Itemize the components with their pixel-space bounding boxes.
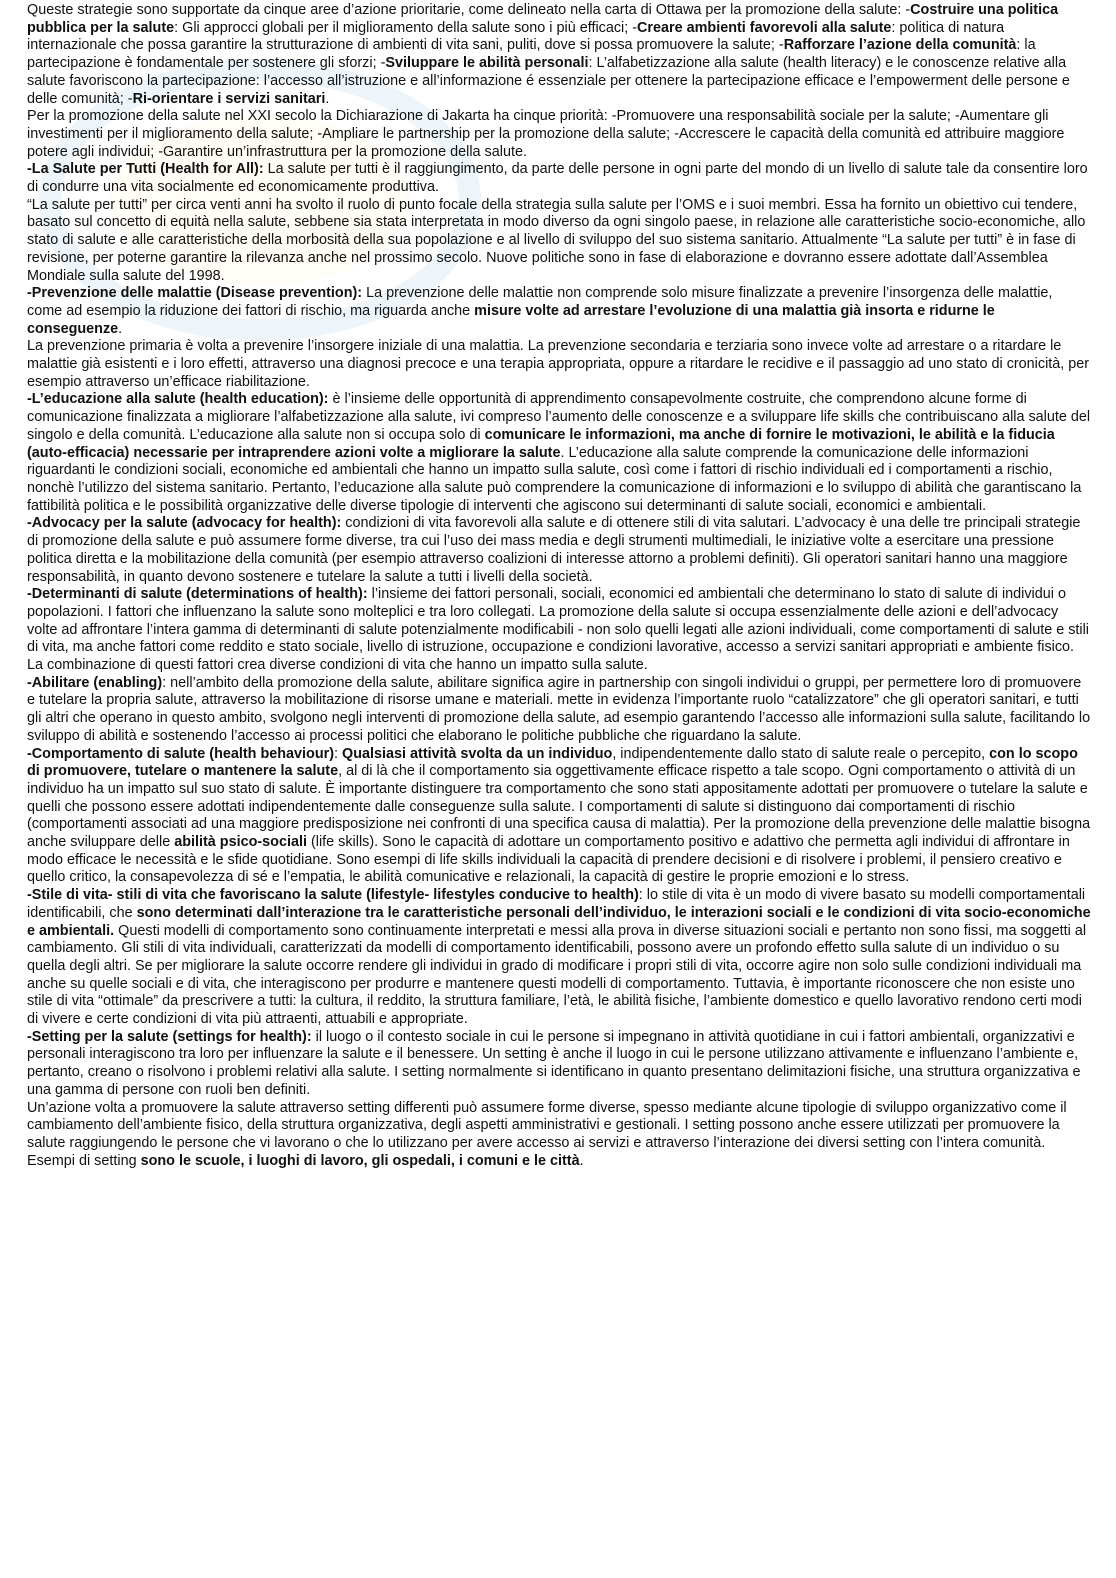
body-text: Un’azione volta a promuovere la salute attraverso setting differenti può assumere forme diverse, spesso mediante alcune tipologie di sviluppo organizzativo come il cambiamento dell’ambiente fisico, della struttura organizzativa, degli aspetti amministrativi e gestionali. I setting possono anche essere utilizzati per promuovere la salute raggiungendo le persone che vi lavorano o che lo utilizzano per avere accesso ai servizi e attraverso l’interazione dei diversi setting con l’intera comunità. Esempi di setting xyxy=(27,1099,1067,1169)
bold-text: -Abilitare (enabling) xyxy=(27,674,163,691)
bold-text: Qualsiasi attività svolta da un individuo xyxy=(342,745,613,762)
paragraph xyxy=(27,746,1091,888)
body-text: La prevenzione delle malattie non comprende solo misure finalizzate a prevenire l’insorgenza delle malattie, come ad esempio la riduzione dei fattori di rischio, ma riguarda anche xyxy=(27,285,1053,319)
bold-text: -La Salute per Tutti (Health for All): xyxy=(27,161,264,178)
body-text: l’insieme dei fattori personali, sociali, economici ed ambientali che determinano lo stato di salute di individui o popolazioni. I fattori che influenzano la salute sono molteplici e tra loro collegati. La promozione della salute si occupa essenzialmente delle azioni e dell’advocacy volte ad affrontare l’intera gamma di determinanti di salute potenzialmente modificabili - non solo quelli legati alle azioni individuali, come comportamenti di salute e stili di vita, ma anche fattori come reddito e stato sociale, livello di istruzione, occupazione e condizioni lavorative, accesso a servizi sanitari appropriati e ambiente fisico. La combinazione di questi fattori crea diverse condizioni di vita che hanno un impatto sulla salute. xyxy=(27,586,1090,674)
bold-text: abilità psico-sociali xyxy=(174,834,307,851)
body-text: : la partecipazione è fondamentale per sostenere gli sforzi; - xyxy=(27,37,1036,72)
body-text: : L’alfabetizzazione alla salute (health literacy) e le conoscenze relative alla salute favoriscono la partecipazione: l’accesso all’istruzione e all’informazione é essenziale per ottenere la partecipazione efficace e l’empowerment delle persone e delle comunità; - xyxy=(27,55,1070,107)
body-text: : nell’ambito della promozione della salute, abilitare significa agire in partnership con singoli individui o gruppi, per permettere loro di promuovere e tutelare la propria salute, attraverso la mobilitazione di risorse umane e materiali. mette in evidenza l’importante ruolo “catalizzatore” che gli operatori sanitari, e tutti gli altri che operano in questo ambito, svolgono negli interventi di promozione della salute, ad esempio garantendo l’accesso alle informazioni sulla salute, facilitando lo sviluppo di abilità e sostenendo l’accesso ai processi politici che elaborano le politiche pubbliche che riguardano la salute. xyxy=(27,674,1091,744)
body-text: : lo stile di vita è un modo di vivere basato su modelli comportamentali identificabili, che xyxy=(27,887,1086,921)
body-text: . xyxy=(579,1152,584,1169)
paragraph xyxy=(27,1029,1091,1100)
bold-text: -Comportamento di salute (health behaviour) xyxy=(27,745,335,762)
bold-text: -Determinanti di salute (determinations of health): xyxy=(27,586,368,603)
body-text: . L’educazione alla salute comprende la comunicazione delle informazioni riguardanti le condizioni sociali, economiche ed ambientali che hanno un impatto sulla salute, così come i fattori di rischio individuali ed i comportamenti a rischio, nonchè l’utilizzo del sistema sanitario. Pertanto, l’educazione alla salute può comprendere la comunicazione di informazioni e lo sviluppo di abilità che garantiscano la fattibilità politica e le possibilità organizzative delle diverse tipologie di interventi che agiscono sui determinanti di salute sociali, economici e ambientali. xyxy=(27,444,1082,514)
bold-text: -Prevenzione delle malattie (Disease prevention): xyxy=(27,285,363,302)
bold-text: Rafforzare l’azione della comunità xyxy=(783,37,1017,54)
paragraph xyxy=(27,515,1091,586)
bold-text: misure volte ad arrestare l’evoluzione di una malattia già insorta e ridurne le conseguenze xyxy=(27,302,995,337)
paragraph xyxy=(27,108,1091,161)
paragraph xyxy=(27,1100,1091,1171)
bold-text: Creare ambienti favorevoli alla salute xyxy=(637,19,892,36)
body-text: è l’insieme delle opportunità di apprendimento consapevolmente costruite, che comprendono alcune forme di comunicazione finalizzata a migliorare l’alfabetizzazione alla salute, ivi compreso l’aumento delle conoscenze e a sviluppare life skills che contribuiscano alla salute del singolo e della comunità. L’educazione alla salute non si occupa solo di xyxy=(27,391,1091,443)
body-text: , indipendentemente dallo stato di salute reale o percepito, xyxy=(612,745,990,762)
body-text: Queste strategie sono supportate da cinque aree d’azione prioritarie, come delineato nella carta di Ottawa per la promozione della salute: - xyxy=(27,2,911,18)
bold-text: -Advocacy per la salute (advocacy for health): xyxy=(27,515,342,532)
paragraph xyxy=(27,285,1091,338)
body-text: . xyxy=(325,90,330,107)
bold-text: Ri-orientare i servizi sanitari xyxy=(132,90,326,107)
body-text: . xyxy=(118,320,123,337)
body-text: Per la promozione della salute nel XXI secolo la Dichiarazione di Jakarta ha cinque priorità: -Promuovere una responsabilità sociale per la salute; -Aumentare gli investimenti per il miglioramento della salute; -Ampliare le partnership per la promozione della salute; -Accrescere le capacità della comunità ed attribuire maggiore potere agli individui; -Garantire un’infrastruttura per la promozione della salute. xyxy=(27,108,1065,160)
paragraph xyxy=(27,586,1091,675)
body-text: “La salute per tutti” per circa venti anni ha svolto il ruolo di punto focale della strategia sulla salute per l’OMS e i suoi membri. Essa ha fornito un obiettivo cui tendere, basato sul concetto di equità nella salute, sebbene sia stata interpretata in modo diverso da ogni singolo paese, in relazione alle caratteristiche socio-economiche, allo stato di salute e alle caratteristiche della morbosità della sua popolazione e al livello di sviluppo del suo sistema sanitario. Attualmente “La salute per tutti” è in fase di revisione, per poterne garantire la rilevanza anche nel prossimo secolo. Nuove politiche sono in fase di elaborazione e dovranno essere adottate dall’Assemblea Mondiale sulla salute del 1998. xyxy=(27,196,1086,284)
body-text: (life skills). Sono le capacità di adottare un comportamento positivo e adattivo che permetta agli individui di affrontare in modo efficace le necessità e le sfide quotidiane. Sono esempi di life skills individuali la capacità di prendere decisioni e di risolvere i problemi, il pensiero creativo e quello critico, la consapevolezza di sé e l’empatia, le abilità comunicative e relazionali, la capacità di gestire le proprie emozioni e lo stress. xyxy=(27,834,1070,886)
bold-text: -L’educazione alla salute (health education): xyxy=(27,391,329,408)
body-text: La salute per tutti è il raggiungimento, da parte delle persone in ogni parte del mondo di un livello di salute tale da consentire loro di condurre una vita socialmente ed economicamente produttiva. xyxy=(27,161,1088,196)
paragraph xyxy=(27,2,1091,108)
bold-text: Sviluppare le abilità personali xyxy=(385,55,589,72)
paragraph xyxy=(27,197,1091,286)
paragraph xyxy=(27,338,1091,391)
paragraph xyxy=(27,391,1091,515)
bold-text: sono le scuole, i luoghi di lavoro, gli ospedali, i comuni e le città xyxy=(140,1152,580,1169)
bold-text: con lo scopo di promuovere, tutelare o mantenere la salute xyxy=(27,745,1078,780)
bold-text: comunicare le informazioni, ma anche di fornire le motivazioni, le abilità e la fiducia (auto-efficacia) necessarie per intraprendere azioni volte a migliorare la salute xyxy=(27,426,1055,461)
bold-text: Costruire una politica pubblica per la salute xyxy=(27,2,1059,36)
body-text: : Gli approcci globali per il miglioramento della salute sono i più efficaci; - xyxy=(174,19,638,36)
document-body xyxy=(27,2,1091,1170)
body-text: il luogo o il contesto sociale in cui le persone si impegnano in attività quotidiane in cui i fattori ambientali, organizzativi e personali interagiscono tra loro per influenzare la salute e il benessere. Un setting è anche il luogo in cui le persone utilizzano attivamente e influenzano l’ambiente e, pertanto, creano o risolvono i problemi relativi alla salute. I setting normalmente si identificano in quanto presentano delimitazioni fisiche, una struttura organizzativa e una gamma di persone con ruoli ben definiti. xyxy=(27,1028,1081,1098)
body-text: : xyxy=(334,745,343,762)
bold-text: -Stile di vita- stili di vita che favoriscano la salute (lifestyle- lifestyles conducive to health) xyxy=(27,887,639,904)
paragraph xyxy=(27,887,1091,1029)
body-text: , al di là che il comportamento sia oggettivamente efficace rispetto a tale scopo. Ogni comportamento o attività di un individuo ha un impatto sul suo stato di salute. È importante distinguere tra comportamento che sono stati appositamente adottati per promuovere o tutelare la salute e quelli che possono essere adottati indipendentemente dalle conseguenze sulla salute. I comportamenti di salute si distinguono dai comportamenti di rischio (comportamenti associati ad una maggiore predisposizione nei confronti di una specifica causa di malattia). Per la promozione della prevenzione delle malattie bisogna anche sviluppare delle xyxy=(27,763,1091,851)
bold-text: sono determinati dall’interazione tra le caratteristiche personali dell’individuo, le interazioni sociali e le condizioni di vita socio-economiche e ambientali. xyxy=(27,904,1091,939)
body-text: La prevenzione primaria è volta a prevenire l’insorgere iniziale di una malattia. La prevenzione secondaria e terziaria sono invece volte ad arrestare o a ritardare le malattie già esistenti e i loro effetti, attraverso una diagnosi precoce e una terapia appropriata, oppure a ritardare le recidive e il passaggio ad uno stato di cronicità, per esempio attraverso un’efficace riabilitazione. xyxy=(27,338,1090,390)
paragraph xyxy=(27,161,1091,196)
body-text: condizioni di vita favorevoli alla salute e di ottenere stili di vita salutari. L’advocacy è una delle tre principali strategie di promozione della salute e può assumere forme diverse, tra cui l’uso dei mass media e degli strumenti multimediali, le iniziative volte a esercitare una pressione politica diretta e la mobilitazione della comunità (per esempio attraverso coalizioni di interesse attorno a problemi definiti). Gli operatori sanitari hanno una maggiore responsabilità, in quanto devono sostenere e tutelare la salute a tutti i livelli della società. xyxy=(27,515,1081,585)
paragraph xyxy=(27,675,1091,746)
body-text: Questi modelli di comportamento sono continuamente interpretati e messi alla prova in diverse situazioni sociali e pertanto non sono fissi, ma soggetti al cambiamento. Gli stili di vita individuali, caratterizzati da modelli di comportamento identificabili, possono avere un profondo effetto sulla salute di un individuo o su quella degli altri. Se per migliorare la salute occorre rendere gli individui in grado di modificare i propri stili di vita, occorre agire non solo sulle condizioni individuali ma anche su quelle sociali e di vita, che interagiscono per produrre e mantenere questi modelli di comportamento. Tuttavia, è importante riconoscere che non esiste uno stile di vita “ottimale” da prescrivere a tutti: la cultura, il reddito, la struttura familiare, l’età, le abilità fisiche, l’ambiente domestico e quello lavorativo rendono certi modi di vivere e certe condizioni di vita più attraenti, attuabili e appropriate. xyxy=(27,922,1087,1028)
body-text: : politica di natura internazionale che possa garantire la strutturazione di ambienti di vita sani, puliti, dove si possa promuovere la salute; - xyxy=(27,19,1005,54)
bold-text: -Setting per la salute (settings for health): xyxy=(27,1028,312,1045)
